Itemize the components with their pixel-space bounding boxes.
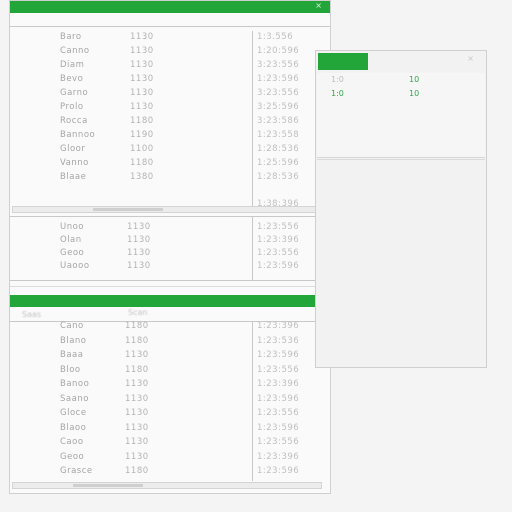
panel-cell-a: 1:0 [331,75,344,84]
row-value: 1:23:596 [257,393,300,404]
divider [10,26,330,27]
row-value: 1:23:396 [257,379,300,389]
row-name: Canno [60,46,90,56]
row-value: 1:23:556 [257,222,300,232]
row-name: Baaa [60,350,84,360]
panel-tab[interactable] [318,53,368,70]
row-value: 3:23:556 [257,88,300,98]
row-code: 1130 [127,248,151,258]
row-value: 1:23:556 [257,408,300,418]
row-name: Baro [60,32,82,42]
row-name: Uaooo [60,261,90,271]
row-code: 1130 [127,235,151,245]
row-value: 1:23:556 [257,364,300,375]
row-value: 1:23:596 [257,422,300,433]
row-name: Banoo [60,379,90,389]
row-name: Blaae [60,172,87,182]
row-name: Geoo [60,451,85,462]
row-value: 3:25:596 [257,102,300,112]
row-code: 1130 [130,102,154,112]
row-value: 1:23:596 [257,261,300,271]
row-code: 1130 [130,60,154,70]
row-name: Garno [60,88,89,98]
row-code: 1180 [130,158,154,168]
section3-header-left: Saas [22,310,42,319]
row-value: 1:23:396 [257,321,300,331]
row-value: 1:25:596 [257,158,300,168]
row-value: 1:3.556 [257,32,294,42]
row-value: 1:23:536 [257,335,300,346]
row-name: Rocca [60,116,88,126]
row-code: 1130 [125,408,149,418]
row-name: Bloo [60,364,81,375]
row-code: 1130 [130,46,154,56]
row-value: 1:28:536 [257,172,300,182]
section3-header-bar[interactable] [10,295,315,307]
row-code: 1130 [130,88,154,98]
row-value: 3:23:586 [257,116,300,126]
spreadsheet-window [9,0,331,494]
row-code: 1130 [125,422,149,433]
row-value: 1:20:596 [257,46,300,56]
row-code: 1190 [130,130,154,140]
side-panel [315,50,487,368]
row-value: 1:23:556 [257,437,300,447]
row-value: 1:23:596 [257,74,300,84]
row-name: Grasce [60,466,93,476]
row-code: 1130 [127,261,151,271]
row-name: Bannoo [60,130,96,140]
row-name: Gloor [60,144,86,154]
row-name: Cano [60,321,84,331]
row-code: 1130 [125,437,149,447]
row-name: Gloce [60,408,87,418]
column-divider [252,321,253,481]
row-value: 1:23:558 [257,130,300,140]
row-name: Vanno [60,158,89,168]
row-code: 1180 [125,321,149,331]
section1-header-bar[interactable] [10,1,330,13]
row-code: 1130 [125,393,149,404]
row-value: 1:23:596 [257,466,300,476]
row-value: 1:23:396 [257,451,300,462]
panel-cell-b: 10 [409,89,420,98]
row-code: 1100 [130,144,154,154]
row-name: Blano [60,335,87,346]
close-icon[interactable]: × [315,1,322,10]
row-code: 1180 [125,335,149,346]
row-value: 3:23:556 [257,60,300,70]
close-icon[interactable]: × [467,54,474,63]
section3-header-mid: Scan [128,308,148,317]
row-code: 1130 [127,222,151,232]
row-code: 1180 [125,364,149,375]
panel-divider [317,159,485,160]
horizontal-scrollbar[interactable] [12,482,322,489]
row-name: Saano [60,393,89,404]
column-divider [252,216,253,280]
row-name: Caoo [60,437,84,447]
scrollbar-thumb[interactable] [73,484,143,487]
scrollbar-thumb[interactable] [93,208,163,211]
divider [10,280,330,281]
row-name: Blaoo [60,422,87,433]
row-value: 1:23:596 [257,350,300,360]
row-code: 1130 [130,32,154,42]
row-code: 1130 [125,350,149,360]
panel-upper-area [317,73,485,158]
divider [10,216,330,217]
row-code: 1130 [125,379,149,389]
row-name: Unoo [60,222,85,232]
panel-cell-b: 10 [409,75,420,84]
row-code: 1130 [125,451,149,462]
row-name: Prolo [60,102,84,112]
row-code: 1180 [125,466,149,476]
row-name: Diam [60,60,85,70]
panel-cell-a: 1:0 [331,89,344,98]
row-value: 1:23:556 [257,248,300,258]
row-name: Bevo [60,74,84,84]
row-value: 1:23:396 [257,235,300,245]
divider [10,286,330,287]
row-value: 1:28:536 [257,144,300,154]
row-code: 1130 [130,74,154,84]
row-code: 1180 [130,116,154,126]
row-name: Olan [60,235,82,245]
row-code: 1380 [130,172,154,182]
column-divider [252,31,253,207]
row-name: Geoo [60,248,85,258]
summary-value: 1:38:396 [257,199,300,209]
